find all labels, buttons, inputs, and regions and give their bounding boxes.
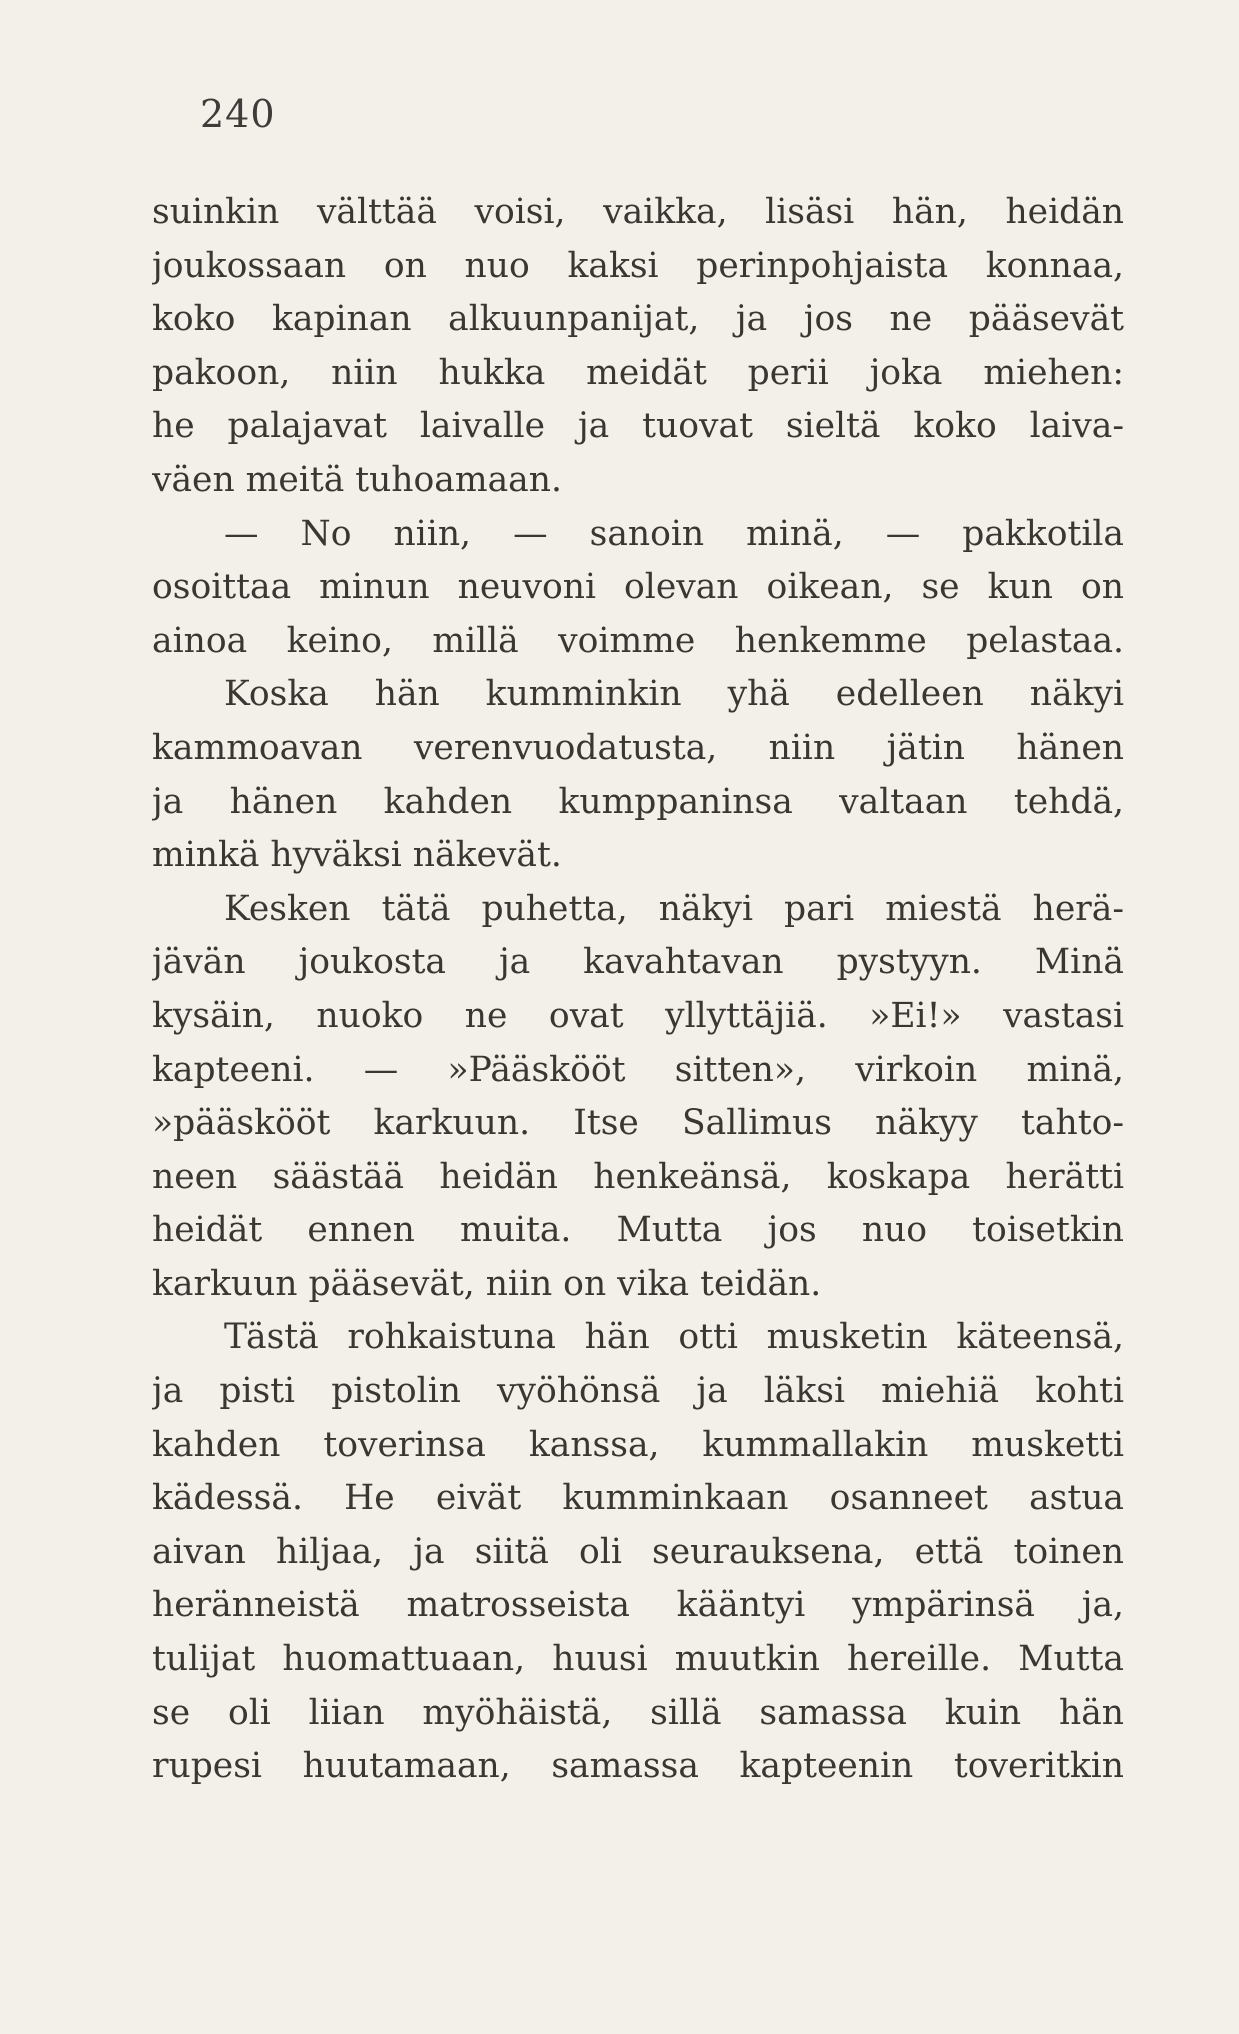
text-line: »pääskööt karkuun. Itse Sallimus näkyy tahto- <box>152 1103 1124 1144</box>
text-line: tulijat huomattuaan, huusi muutkin hereille. Mutta <box>152 1639 1124 1680</box>
text-line: kahden toverinsa kanssa, kummallakin musketti <box>152 1424 1124 1465</box>
body-text <box>152 186 1124 1794</box>
text-line: ja pisti pistolin vyöhönsä ja läksi miehiä kohti <box>152 1371 1124 1412</box>
text-line: minkä hyväksi näkevät. <box>152 835 562 876</box>
text-line: Koska hän kumminkin yhä edelleen näkyi <box>224 674 1124 715</box>
text-line: koko kapinan alkuunpanijat, ja jos ne pääsevät <box>152 299 1124 340</box>
page-number: 240 <box>200 92 276 136</box>
text-line: kammoavan verenvuodatusta, niin jätin hänen <box>152 727 1124 768</box>
text-line: Kesken tätä puhetta, näkyi pari miestä herä- <box>224 888 1124 929</box>
text-line: se oli liian myöhäistä, sillä samassa kuin hän <box>152 1692 1124 1733</box>
text-line: Tästä rohkaistuna hän otti musketin käteensä, <box>224 1317 1124 1358</box>
text-line: joukossaan on nuo kaksi perinpohjaista konnaa, <box>152 245 1124 286</box>
text-line: aivan hiljaa, ja siitä oli seurauksena, että toinen <box>152 1531 1124 1572</box>
text-line: jävän joukosta ja kavahtavan pystyyn. Minä <box>152 942 1124 983</box>
text-line: pakoon, niin hukka meidät perii joka miehen: <box>152 352 1124 393</box>
text-line: heränneistä matrosseista kääntyi ympärinsä ja, <box>152 1585 1124 1626</box>
text-line: suinkin välttää voisi, vaikka, lisäsi hän, heidän <box>152 192 1124 232</box>
text-line: heidät ennen muita. Mutta jos nuo toisetkin <box>152 1210 1124 1251</box>
text-line: neen säästää heidän henkeänsä, koskapa herätti <box>152 1156 1124 1197</box>
text-line: he palajavat laivalle ja tuovat sieltä koko laiva- <box>152 406 1124 447</box>
text-line: ja hänen kahden kumppaninsa valtaan tehdä, <box>152 781 1124 822</box>
text-line: — No niin, — sanoin minä, — pakkotila <box>224 513 1124 554</box>
text-line: kädessä. He eivät kumminkaan osanneet astua <box>152 1478 1124 1519</box>
text-line: ainoa keino, millä voimme henkemme pelastaa. <box>152 620 1124 661</box>
text-line: karkuun pääsevät, niin on vika teidän. <box>152 1263 822 1304</box>
text-line: rupesi huutamaan, samassa kapteenin toveritkin <box>152 1746 1124 1787</box>
text-line: kapteeni. — »Pääskööt sitten», virkoin minä, <box>152 1049 1124 1090</box>
text-line: osoittaa minun neuvoni olevan oikean, se kun on <box>152 567 1124 608</box>
text-line: kysäin, nuoko ne ovat yllyttäjiä. »Ei!» vastasi <box>152 995 1124 1036</box>
text-line: väen meitä tuhoamaan. <box>152 459 562 500</box>
